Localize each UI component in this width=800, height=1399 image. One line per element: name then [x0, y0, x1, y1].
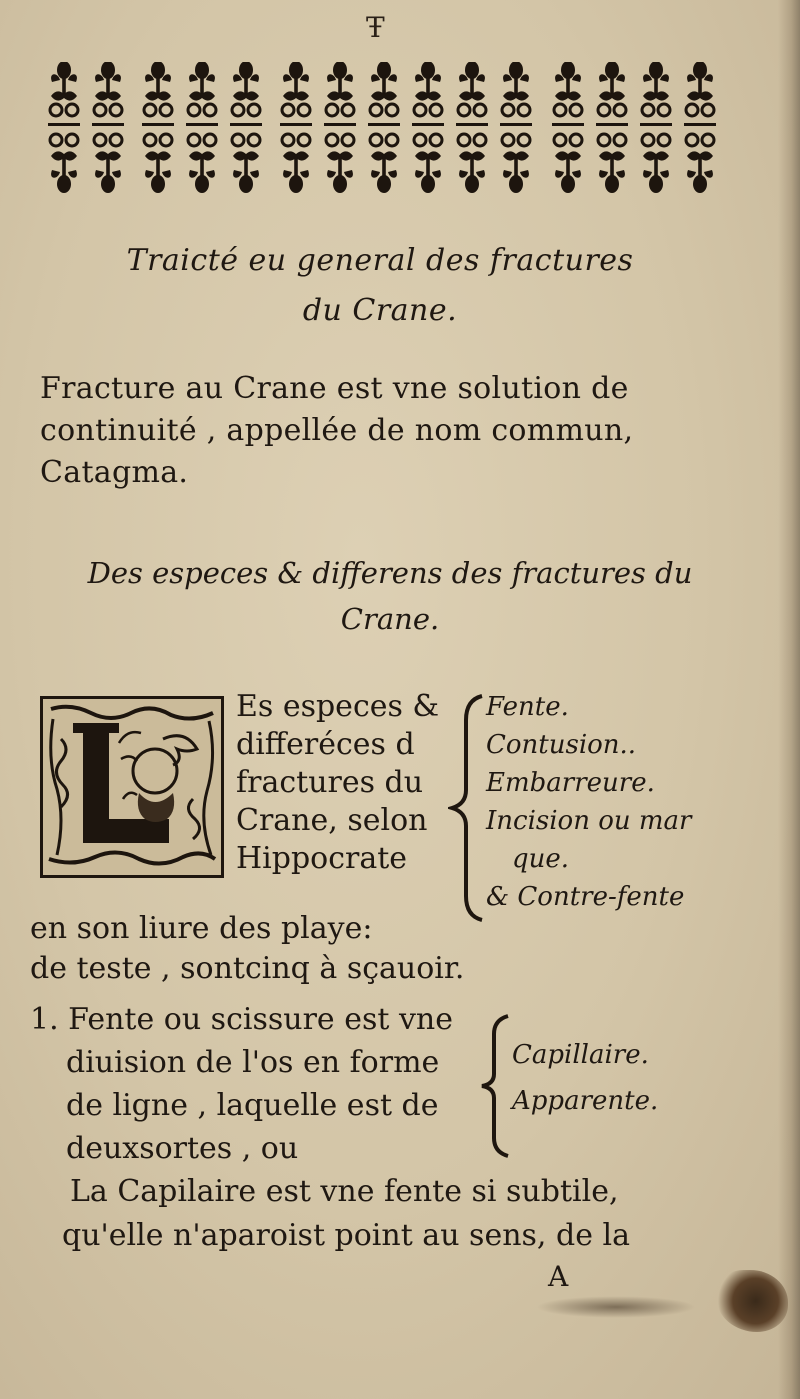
title-line: du Crane.	[302, 293, 458, 328]
fente-line: diuision de l'os en forme	[66, 1045, 440, 1080]
fente-line: deuxsortes , ou	[66, 1131, 299, 1166]
fente-kind: Apparente.	[512, 1086, 659, 1116]
species-item: que.	[512, 844, 570, 874]
species-item: Contusion..	[486, 730, 637, 760]
fente-kind: Capillaire.	[512, 1040, 649, 1070]
species-item: & Contre-fente	[486, 882, 685, 912]
woodcut-initial-image	[43, 699, 221, 875]
ink-stain	[716, 1270, 788, 1332]
species-intro-column	[236, 688, 439, 878]
species-intro-line: Crane, selon	[236, 803, 428, 838]
fente-kinds-list	[512, 1032, 658, 1124]
section-subtitle	[60, 550, 720, 642]
species-intro-line: fractures du	[236, 765, 424, 800]
species-item: Incision ou mar	[486, 806, 692, 836]
title-line: Traicté eu general des fractures	[126, 243, 634, 278]
decorated-initial-L	[40, 696, 224, 878]
capillaire-line: La Capilaire est vne fente si subtile,	[70, 1174, 619, 1209]
ink-smudge	[536, 1296, 696, 1318]
intro-line: Catagma.	[40, 455, 189, 490]
species-intro-line: Es especes &	[236, 689, 440, 724]
continuation-line: de teste , sontcinq à sçauoir.	[30, 951, 465, 986]
intro-paragraph	[40, 368, 730, 494]
fente-kinds-brace	[474, 1012, 514, 1160]
species-brace	[448, 692, 488, 924]
species-intro-line: Hippocrate	[236, 841, 408, 876]
species-intro-line: differéces d	[236, 727, 415, 762]
catchword: A	[548, 1260, 569, 1293]
species-item: Embarreure.	[486, 768, 655, 798]
fleuron-ornament-band	[42, 62, 722, 196]
fracture-species-list	[486, 688, 691, 916]
treatise-title	[60, 236, 700, 336]
capillaire-paragraph	[62, 1170, 730, 1258]
capillaire-line: qu'elle n'aparoist point au sens, de la	[62, 1218, 630, 1253]
continuation-line: en son liure des playe:	[30, 911, 373, 946]
fente-line: de ligne , laquelle est de	[66, 1088, 439, 1123]
species-item: Fente.	[486, 692, 569, 722]
signature-mark: Ŧ	[366, 11, 385, 44]
fente-line: 1. Fente ou scissure est vne	[30, 1002, 453, 1037]
subtitle-line: Des especes & differens des fractures du	[87, 556, 693, 590]
intro-line: Fracture au Crane est vne solution de	[40, 371, 629, 406]
subtitle-line: Crane.	[340, 602, 440, 636]
page-edge-shadow	[778, 0, 800, 1399]
fente-definition	[30, 998, 453, 1170]
intro-line: continuité , appellée de nom commun,	[40, 413, 634, 448]
